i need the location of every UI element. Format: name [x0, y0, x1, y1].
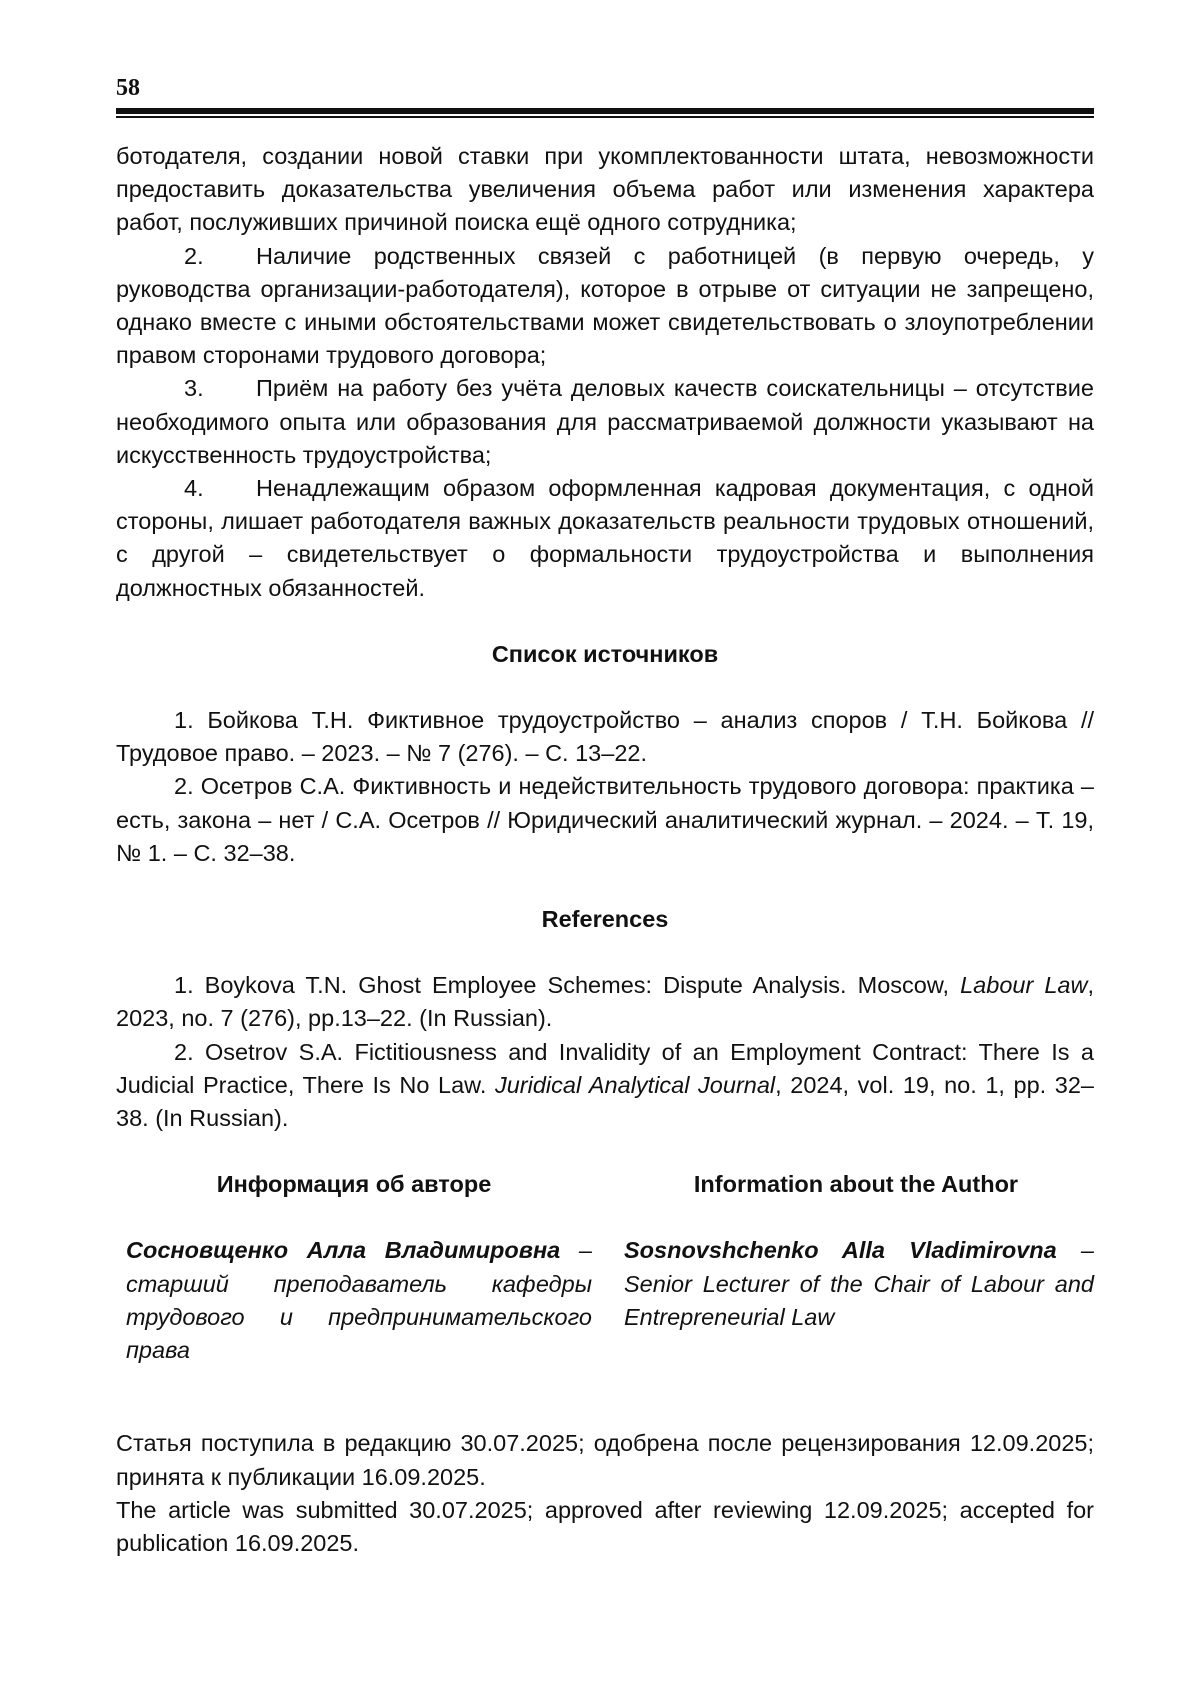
page-content [116, 140, 1094, 1560]
reference-item [116, 1036, 1094, 1136]
list-item-number: 2. [184, 242, 204, 269]
page-number: 58 [116, 75, 140, 101]
author-heading-ru: Информация об авторе [216, 1171, 492, 1198]
reference-text: , 2024, vol. 19, no. 1, pp. 32–38. (In Russian). [116, 1071, 1094, 1132]
list-item-number: 4. [184, 475, 204, 502]
list-item-number: 3. [184, 375, 204, 402]
list-item [116, 472, 1094, 605]
author-info-en [618, 1168, 1094, 1367]
author-name-ru: Сосновщенко Алла Владимировна [126, 1237, 561, 1264]
source-item: 2. Осетров С.А. Фиктивность и недействительность трудового договора: практика – есть, закона – нет / С.А. Осетров // Юридический аналитический журнал. – 2024. – Т. 19, № 1. – С. 32–38. [116, 773, 1094, 866]
list-item-text: Наличие родственных связей с работницей (в первую очередь, у руководства организации-работодателя), которое в отрыве от ситуации не запрещено, однако вместе с иными обстоятельствами может свидетельствовать о злоупотреблении правом сторонами трудового договора; [116, 242, 1094, 369]
reference-text: , 2023, no. 7 (276), pp.13–22. (In Russian). [116, 972, 1094, 1032]
header-rule-thin [116, 116, 1094, 118]
continuation-paragraph: ботодателя, создании новой ставки при укомплектованности штата, невозможности предоставить доказательства увеличения объема работ или изменения характера работ, послуживших причиной поиска ещё одного сотрудника; [116, 143, 1094, 236]
source-item: 1. Бойкова Т.Н. Фиктивное трудоустройство – анализ споров / Т.Н. Бойкова // Трудовое право. – 2023. – № 7 (276). – С. 13–22. [116, 707, 1094, 767]
reference-journal: Juridical Analytical Journal [494, 1071, 776, 1098]
author-info [116, 1168, 1094, 1367]
reference-journal: Labour Law [960, 972, 1088, 999]
list-item [116, 372, 1094, 472]
sources-heading: Список источников [491, 640, 719, 667]
author-name-en: Sosnovshchenko Alla Vladimirovna [624, 1237, 1057, 1264]
author-position-en: – Senior Lecturer of the Chair of Labour and Entrepreneurial Law [624, 1237, 1094, 1330]
author-info-ru [116, 1168, 592, 1367]
list-item [116, 240, 1094, 373]
reference-item [116, 969, 1094, 1035]
author-position-ru: – старший преподаватель кафедры трудового и предпринимательского права [126, 1237, 592, 1364]
author-heading-en: Information about the Author [693, 1171, 1019, 1198]
reference-text: 2. Osetrov S.A. Fictitiousness and Invalidity of an Employment Contract: There Is a Judicial Practice, There Is No Law. [116, 1038, 1094, 1098]
author-description-ru [116, 1234, 592, 1367]
author-description-en [618, 1234, 1094, 1334]
list-item-text: Ненадлежащим образом оформленная кадровая документация, с одной стороны, лишает работодателя важных доказательств реальности трудовых отношений, с другой – свидетельствует о формальности трудоустройства и выполнения должностных обязанностей. [116, 475, 1094, 601]
article-dates-ru: Статья поступила в редакцию 30.07.2025; одобрена после рецензирования 12.09.2025; принята к публикации 16.09.2025. [116, 1430, 1094, 1490]
article-dates-en: The article was submitted 30.07.2025; approved after reviewing 12.09.2025; accepted for publication 16.09.2025. [116, 1496, 1094, 1556]
reference-text: 1. Boykova T.N. Ghost Employee Schemes: Dispute Analysis. Moscow, [174, 972, 961, 999]
list-item-text: Приём на работу без учёта деловых качеств соискательницы – отсутствие необходимого опыта или образования для рассматриваемой должности указывают на искусственность трудоустройства; [116, 375, 1094, 468]
references-heading: References [541, 906, 669, 933]
header-rule [116, 108, 1094, 114]
